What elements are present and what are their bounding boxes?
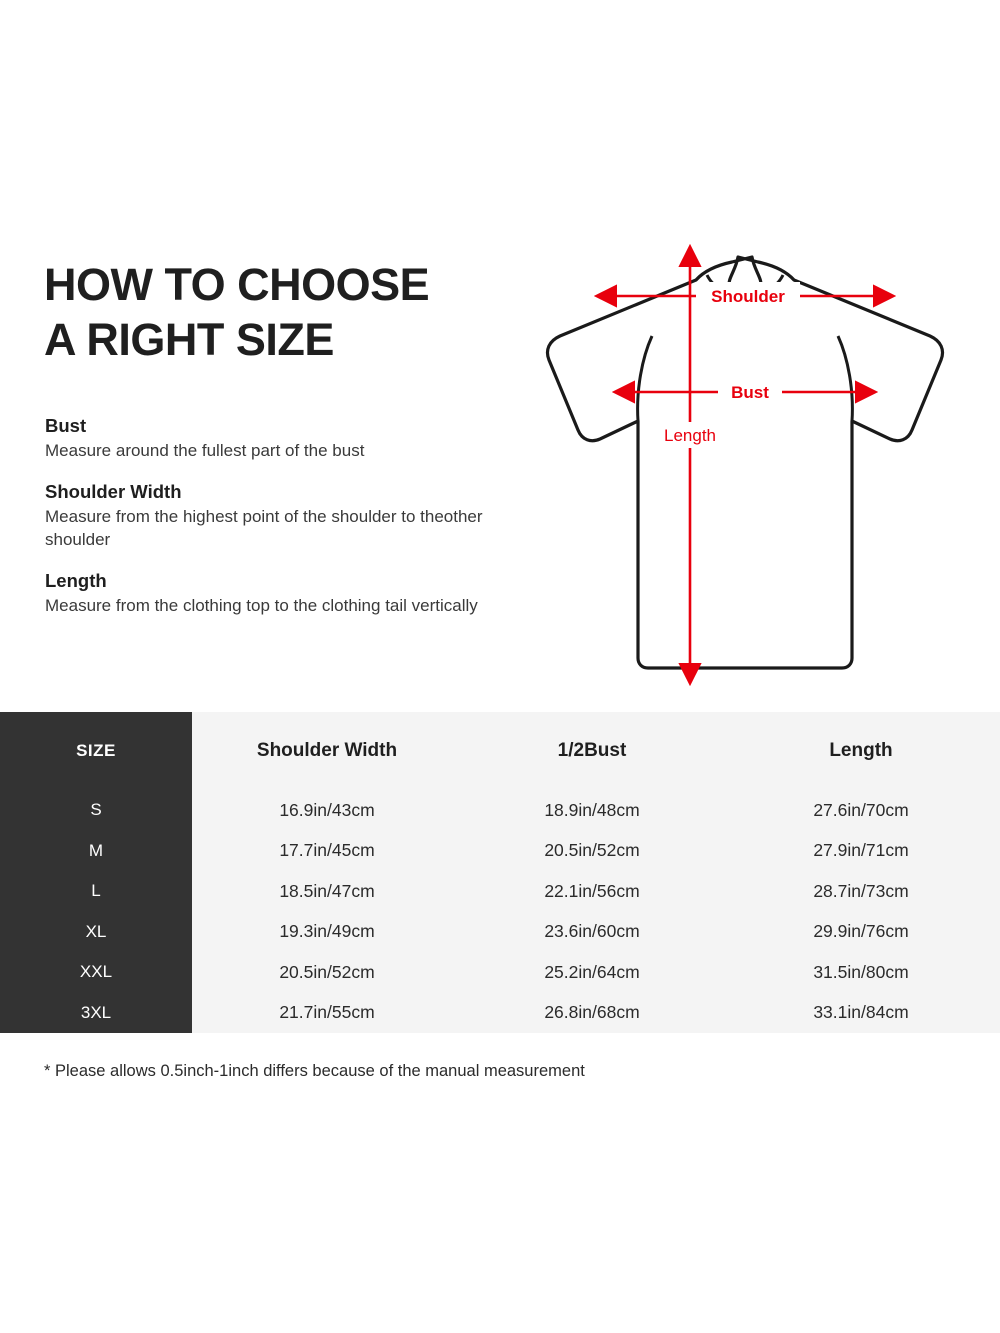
column-header-size: SIZE — [0, 712, 192, 790]
cell-shoulder: 16.9in/43cm — [192, 790, 462, 831]
definition-term-length: Length — [45, 569, 107, 591]
cell-size: XXL — [0, 952, 192, 993]
length-label: Length — [664, 426, 716, 445]
cell-length: 27.6in/70cm — [722, 790, 1000, 831]
cell-length: 31.5in/80cm — [722, 952, 1000, 993]
cell-bust: 26.8in/68cm — [462, 993, 722, 1034]
table-header-row — [0, 712, 1000, 790]
definition-desc-shoulder: Measure from the highest point of the shoulder to theother shoulder — [45, 506, 483, 549]
cell-size: 3XL — [0, 993, 192, 1034]
definition-desc-bust: Measure around the fullest part of the bust — [45, 441, 365, 460]
definition-term-bust: Bust — [45, 415, 87, 436]
page-title-line-1: HOW TO CHOOSE — [44, 259, 430, 310]
measurement-definitions — [45, 415, 515, 618]
table-row — [0, 871, 1000, 912]
cell-bust: 20.5in/52cm — [462, 831, 722, 872]
page-title-line-2: A RIGHT SIZE — [44, 313, 334, 365]
table-row — [0, 912, 1000, 953]
cell-shoulder: 21.7in/55cm — [192, 993, 462, 1034]
definition-desc-length: Measure from the clothing top to the clothing tail vertically — [45, 595, 478, 615]
cell-size: L — [0, 871, 192, 912]
measurement-footnote: * Please allows 0.5inch-1inch differs because of the manual measurement — [44, 1062, 585, 1080]
column-header-shoulder-width: Shoulder Width — [192, 712, 462, 790]
cell-length: 29.9in/76cm — [722, 912, 1000, 953]
cell-bust: 18.9in/48cm — [462, 790, 722, 831]
cell-bust: 23.6in/60cm — [462, 912, 722, 953]
size-chart-table — [0, 712, 1000, 1033]
cell-shoulder: 18.5in/47cm — [192, 871, 462, 912]
table-row — [0, 831, 1000, 872]
cell-size: M — [0, 831, 192, 872]
cell-length: 33.1in/84cm — [722, 993, 1000, 1034]
column-header-length: Length — [722, 712, 1000, 790]
cell-shoulder: 19.3in/49cm — [192, 912, 462, 953]
cell-length: 28.7in/73cm — [722, 871, 1000, 912]
tshirt-outline-shape — [547, 257, 942, 668]
table-row — [0, 993, 1000, 1034]
cell-length: 27.9in/71cm — [722, 831, 1000, 872]
definition-term-shoulder: Shoulder Width — [45, 480, 182, 502]
column-header-half-bust: 1/2Bust — [462, 712, 722, 790]
cell-size: XL — [0, 912, 192, 953]
cell-bust: 25.2in/64cm — [462, 952, 722, 993]
page-title — [44, 258, 514, 368]
cell-size: S — [0, 790, 192, 831]
cell-shoulder: 17.7in/45cm — [192, 831, 462, 872]
cell-bust: 22.1in/56cm — [462, 871, 722, 912]
cell-shoulder: 20.5in/52cm — [192, 952, 462, 993]
table-row — [0, 790, 1000, 831]
tshirt-diagram — [500, 240, 990, 690]
shoulder-label: Shoulder — [711, 287, 785, 306]
table-row — [0, 952, 1000, 993]
bust-label: Bust — [731, 383, 769, 402]
